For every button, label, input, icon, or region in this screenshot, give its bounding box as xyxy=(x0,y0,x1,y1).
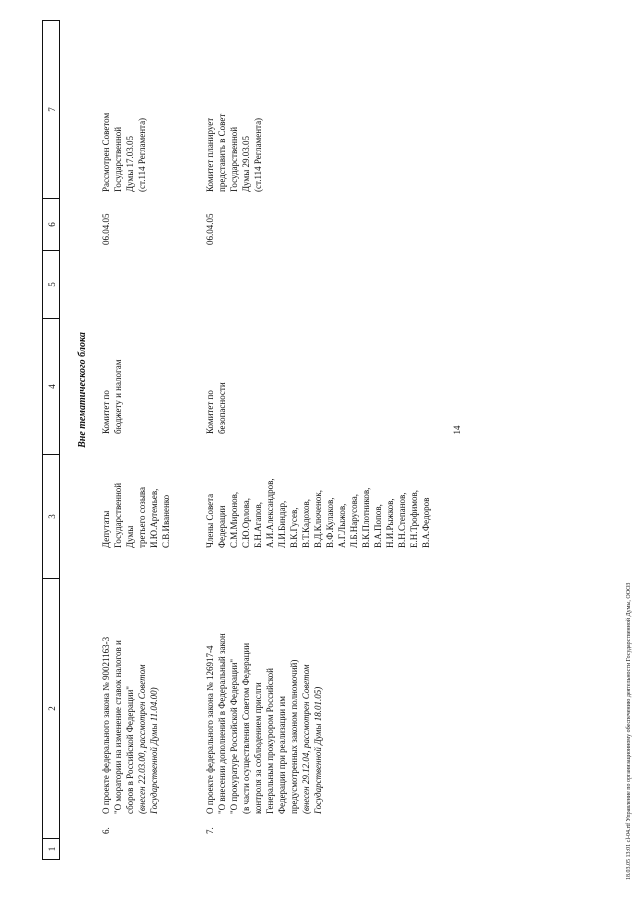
committee xyxy=(100,324,124,434)
bill-title-line: предусмотренных законом полномочий) xyxy=(289,659,299,814)
bill-title-line: контроля за соблюдением прислги xyxy=(253,682,263,814)
committee xyxy=(204,324,228,434)
committee-line: Комитет по xyxy=(101,390,111,434)
status-line: Думы 29.03.05 xyxy=(241,135,251,192)
table-page xyxy=(42,20,602,860)
status-line: Комитет планирует xyxy=(205,117,215,192)
initiator-line: В.Ф.Кулаков, xyxy=(325,497,335,548)
initiator xyxy=(100,430,172,548)
initiator-line: Думы xyxy=(125,525,135,548)
status xyxy=(100,32,148,192)
bill-title xyxy=(204,564,324,814)
initiator-line: В.К.Гусев, xyxy=(289,507,299,548)
row-number: 6. xyxy=(101,827,111,834)
table-header xyxy=(42,20,60,860)
row-number: 7. xyxy=(205,827,215,834)
status-line: Государственной xyxy=(113,126,123,192)
initiator-line: А.И.Александров, xyxy=(265,478,275,548)
initiator-line: В.Т.Кадохов, xyxy=(301,499,311,548)
initiator-line: Федерации xyxy=(217,505,227,548)
date: 06.04.05 xyxy=(101,213,111,245)
bill-title-line: "О внесении дополнений в Федеральный закон xyxy=(217,633,227,814)
block-title: Вне тематического блока xyxy=(77,332,88,448)
committee-line: безопасности xyxy=(217,382,227,434)
header-cell: 6 xyxy=(42,198,60,250)
initiator-line: Е.Н.Трофимов, xyxy=(409,490,419,548)
bill-title-line: Федерации при реализации им xyxy=(277,696,287,814)
bill-note-line: (внесен 29.12.04, рассмотрен Советом xyxy=(301,664,311,814)
initiator xyxy=(204,430,432,548)
bill-title-line: (в части осуществления Советом Федерации xyxy=(241,642,251,814)
initiator-line: Члены Совета xyxy=(205,493,215,548)
status-line: (ст.114 Регламента) xyxy=(137,117,147,192)
bill-title-line: "О прокуратуре Российской Федерации" xyxy=(229,658,239,814)
bill-title-line: Генеральным прокурором Российской xyxy=(265,668,275,814)
document-footer: 18.03.05 13:01 cl-04.rtf Управление по организационному обеспечению деятельности Государственной Думы, ООО3 xyxy=(626,582,632,880)
bill-title-line: О проекте федерального закона № 90021163-3 xyxy=(101,636,111,814)
header-cell: 5 xyxy=(42,250,60,318)
bill-title-line: О проекте федерального закона № 126917-4 xyxy=(205,645,215,814)
initiator-line: Государственной xyxy=(113,482,123,548)
initiator-line: И.Ю.Артемьев, xyxy=(149,488,159,548)
initiator-line: А.Г.Лыжов, xyxy=(337,503,347,548)
initiator-line: Депутаты xyxy=(101,510,111,548)
initiator-line: Н.И.Рыжков, xyxy=(385,498,395,548)
date: 06.04.05 xyxy=(205,213,215,245)
initiator-line: С.М.Миронов, xyxy=(229,491,239,548)
status-line: Рассмотрен Советом xyxy=(101,112,111,192)
header-cell: 4 xyxy=(42,318,60,454)
status-line: (ст.114 Регламента) xyxy=(253,117,263,192)
initiator-line: С.В.Иваненко xyxy=(161,494,171,548)
header-cell: 2 xyxy=(42,578,60,838)
page-number: 14 xyxy=(452,425,462,435)
header-cell: 3 xyxy=(42,454,60,578)
initiator-line: Л.И.Биндар, xyxy=(277,500,287,548)
bill-note-line: Государственной Думы 11.04.00) xyxy=(149,687,159,814)
status-line: представить в Совет xyxy=(217,113,227,192)
status-line: Государственной xyxy=(229,126,239,192)
initiator-line: В.Н.Степанов, xyxy=(397,492,407,548)
bill-note-line: Государственной Думы 18.01.05) xyxy=(313,686,323,814)
initiator-line: В.К.Плотников, xyxy=(361,487,371,548)
committee-line: Комитет по xyxy=(205,390,215,434)
initiator-line: Л.Б.Нарусова, xyxy=(349,493,359,548)
bill-note-line: (внесен 22.03.00, рассмотрен Советом xyxy=(137,664,147,814)
initiator-line: третьего созыва xyxy=(137,486,147,548)
initiator-line: С.Ю.Орлова, xyxy=(241,497,251,548)
initiator-line: Б.Н.Агапов, xyxy=(253,501,263,548)
status xyxy=(204,32,264,192)
committee-line: бюджету и налогам xyxy=(113,359,123,434)
status-line: Думы 17.03.05 xyxy=(125,135,135,192)
header-cell: 7 xyxy=(42,20,60,198)
initiator-line: В.А.Попов, xyxy=(373,504,383,548)
bill-title-line: сборов в Российской Федерации" xyxy=(125,686,135,814)
bill-title-line: "О моратории на изменение ставок налогов и xyxy=(113,640,123,814)
bill-title xyxy=(100,564,160,814)
header-cell: 1 xyxy=(42,838,60,860)
initiator-line: В.А.Федоров xyxy=(421,497,431,548)
initiator-line: В.Д.Ключенок, xyxy=(313,490,323,548)
